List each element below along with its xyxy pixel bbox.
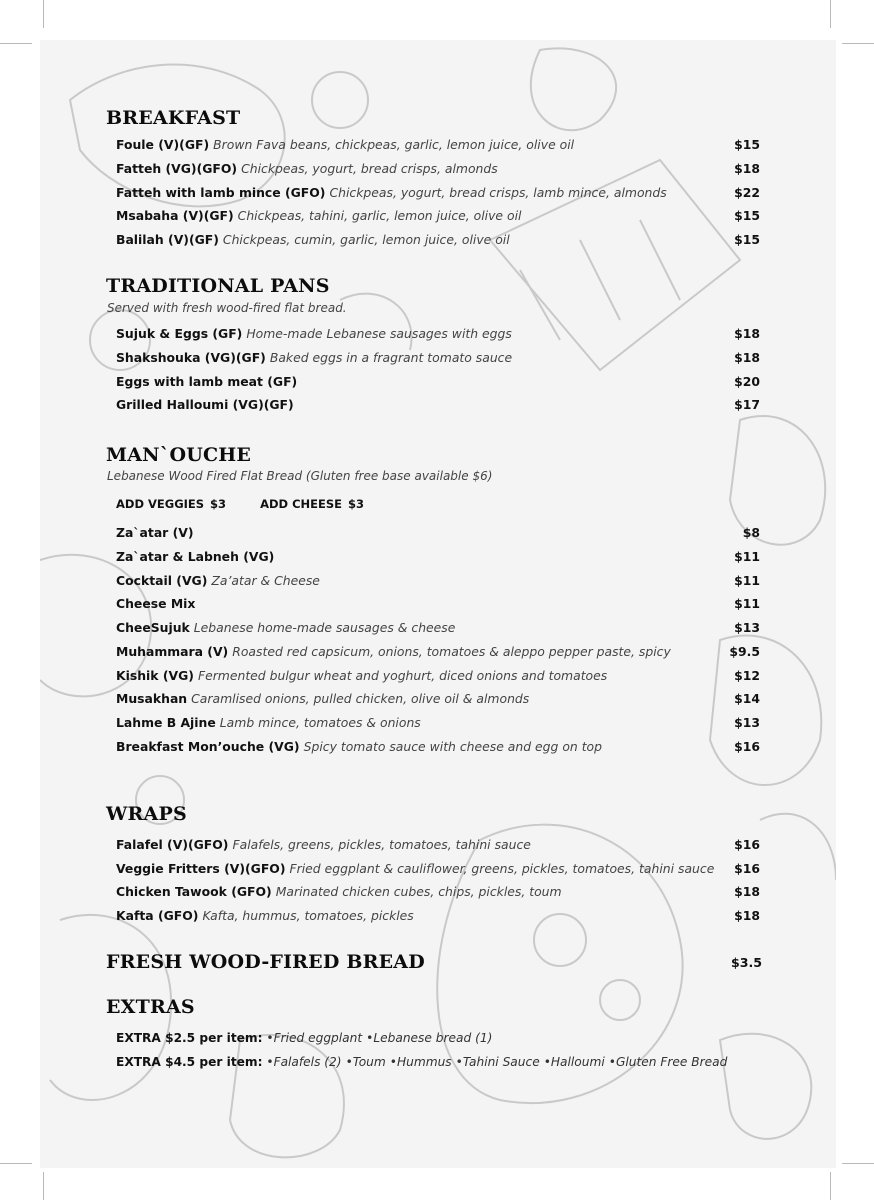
item-name: Muhammara (V) (116, 644, 229, 659)
item-price: $18 (734, 884, 760, 899)
item-name: Veggie Fritters (V)(GFO) (116, 861, 286, 876)
item-name: Za`atar (V) (116, 525, 194, 540)
addon-veggies-price: $3 (210, 497, 227, 511)
item-price: $8 (742, 525, 760, 540)
item-price: $15 (734, 208, 760, 223)
item-description: Chickpeas, tahini, garlic, lemon juice, olive oil (237, 208, 522, 223)
item-name: Breakfast Mon’ouche (VG) (116, 739, 300, 754)
menu-item (116, 137, 760, 155)
section-title-breakfast: BREAKFAST (106, 107, 241, 129)
item-name: Foule (V)(GF) (116, 137, 210, 152)
menu-item (116, 161, 760, 179)
item-price: $13 (734, 715, 760, 730)
menu-item (116, 644, 760, 662)
item-description: Marinated chicken cubes, chips, pickles, toum (275, 884, 562, 899)
item-description: Home-made Lebanese sausages with eggs (246, 326, 512, 341)
item-name: Grilled Halloumi (VG)(GF) (116, 397, 294, 412)
item-price: $12 (734, 668, 760, 683)
item-name: Kafta (GFO) (116, 908, 199, 923)
item-name: CheeSujuk (116, 620, 190, 635)
item-price: $16 (734, 861, 760, 876)
item-price: $17 (734, 397, 760, 412)
menu-item (116, 668, 760, 686)
item-name: Balilah (V)(GF) (116, 232, 219, 247)
item-name: Msabaha (V)(GF) (116, 208, 234, 223)
section-title-traditional-pans: TRADITIONAL PANS (106, 275, 330, 297)
menu-item (116, 326, 760, 344)
menu-item (116, 208, 760, 226)
item-price: $14 (734, 691, 760, 706)
menu-item (116, 596, 760, 614)
item-description: Brown Fava beans, chickpeas, garlic, lemon juice, olive oil (213, 137, 575, 152)
item-price: $11 (734, 573, 760, 588)
item-description: Chickpeas, yogurt, bread crisps, lamb mince, almonds (329, 185, 667, 200)
extras-option: •Fried eggplant (266, 1031, 363, 1045)
menu-item (116, 549, 760, 567)
item-price: $18 (734, 908, 760, 923)
item-description: Spicy tomato sauce with cheese and egg on top (303, 739, 602, 754)
item-price: $13 (734, 620, 760, 635)
menu-item (116, 620, 760, 638)
menu-item (116, 861, 760, 879)
menu-item (116, 573, 760, 591)
item-price: $18 (734, 350, 760, 365)
item-description: Chickpeas, cumin, garlic, lemon juice, olive oil (222, 232, 510, 247)
extras-option: •Tahini Sauce (455, 1055, 540, 1069)
menu-item (116, 232, 760, 250)
item-description: Fried eggplant & cauliflower, greens, pickles, tomatoes, tahini sauce (289, 861, 715, 876)
item-price: $16 (734, 837, 760, 852)
item-name: Fatteh with lamb mince (GFO) (116, 185, 326, 200)
menu-item (116, 691, 760, 709)
extras-option: •Hummus (389, 1055, 452, 1069)
item-name: Eggs with lamb meat (GF) (116, 374, 298, 389)
addons-line (116, 497, 370, 511)
menu-item (116, 185, 760, 203)
item-price: $22 (734, 185, 760, 200)
item-name: Cheese Mix (116, 596, 196, 611)
item-price: $9.5 (729, 644, 760, 659)
extras-option: •Toum (345, 1055, 386, 1069)
item-description: Fermented bulgur wheat and yoghurt, diced onions and tomatoes (197, 668, 608, 683)
section-title-wraps: WRAPS (106, 803, 187, 825)
menu-item (116, 350, 760, 368)
item-price: $15 (734, 232, 760, 247)
item-description: Lamb mince, tomatoes & onions (219, 715, 421, 730)
extras-line (116, 1055, 731, 1069)
item-name: Falafel (V)(GFO) (116, 837, 229, 852)
extras-line (116, 1031, 496, 1045)
menu-item (116, 374, 760, 392)
section-title-bread: FRESH WOOD-FIRED BREAD (106, 951, 425, 973)
item-description: Chickpeas, yogurt, bread crisps, almonds (241, 161, 498, 176)
item-name: Musakhan (116, 691, 188, 706)
extras-option: •Halloumi (543, 1055, 605, 1069)
section-title-manouche: MAN`OUCHE (106, 444, 252, 466)
menu-item (116, 397, 760, 415)
item-price: $18 (734, 326, 760, 341)
item-price: $16 (734, 739, 760, 754)
item-price: $18 (734, 161, 760, 176)
item-price: $20 (734, 374, 760, 389)
item-price: $11 (734, 549, 760, 564)
item-name: Chicken Tawook (GFO) (116, 884, 272, 899)
item-name: Kishik (VG) (116, 668, 194, 683)
item-description: Caramlised onions, pulled chicken, olive oil & almonds (191, 691, 530, 706)
extras-label: EXTRA $2.5 per item: (116, 1031, 263, 1045)
extras-option: •Falafels (2) (266, 1055, 342, 1069)
menu-item (116, 525, 760, 543)
bread-price: $3.5 (731, 955, 763, 970)
item-name: Za`atar & Labneh (VG) (116, 549, 275, 564)
section-title-extras: EXTRAS (106, 996, 195, 1018)
item-description: Lebanese home-made sausages & cheese (193, 620, 456, 635)
addon-cheese-label: ADD CHEESE (260, 497, 342, 511)
item-name: Shakshouka (VG)(GF) (116, 350, 266, 365)
menu-item (116, 715, 760, 733)
item-price: $11 (734, 596, 760, 611)
menu-item (116, 837, 760, 855)
menu-item (116, 739, 760, 757)
menu-item (116, 884, 760, 902)
item-description: Baked eggs in a fragrant tomato sauce (269, 350, 513, 365)
item-description: Roasted red capsicum, onions, tomatoes & aleppo pepper paste, spicy (232, 644, 671, 659)
extras-option: •Gluten Free Bread (608, 1055, 728, 1069)
addon-cheese-price: $3 (348, 497, 365, 511)
item-name: Cocktail (VG) (116, 573, 208, 588)
item-name: Fatteh (VG)(GFO) (116, 161, 238, 176)
section-note: Served with fresh wood-fired flat bread. (107, 301, 347, 315)
item-price: $15 (734, 137, 760, 152)
section-note: Lebanese Wood Fired Flat Bread (Gluten free base available $6) (107, 469, 493, 483)
item-name: Lahme B Ajine (116, 715, 216, 730)
item-description: Kafta, hummus, tomatoes, pickles (202, 908, 414, 923)
item-name: Sujuk & Eggs (GF) (116, 326, 243, 341)
menu-item (116, 908, 760, 926)
item-description: Falafels, greens, pickles, tomatoes, tahini sauce (232, 837, 531, 852)
item-description: Za’atar & Cheese (211, 573, 320, 588)
extras-label: EXTRA $4.5 per item: (116, 1055, 263, 1069)
addon-veggies-label: ADD VEGGIES (116, 497, 205, 511)
extras-option: •Lebanese bread (1) (366, 1031, 493, 1045)
